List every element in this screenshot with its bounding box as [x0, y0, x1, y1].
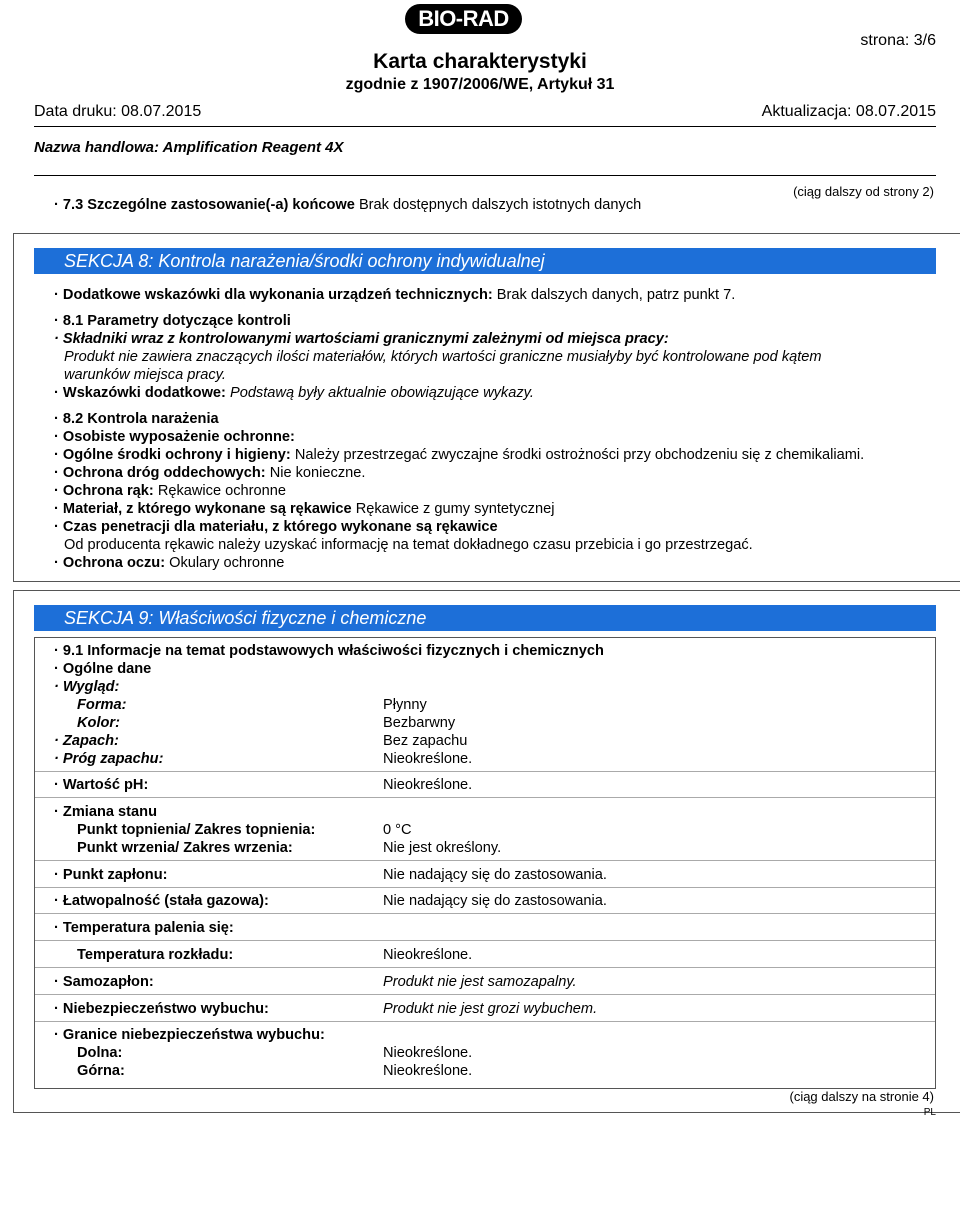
trade-rule — [34, 175, 936, 176]
section-9-title: SEKCJA 9: Właściwości fizyczne i chemiczne — [34, 605, 936, 631]
hand-value: Rękawice ochronne — [157, 483, 286, 499]
autoignition-value: Produkt nie jest samozapalny. — [383, 974, 577, 990]
color-label: Kolor: — [77, 715, 120, 731]
flash-point-value: Nie nadający się do zastosowania. — [383, 867, 607, 883]
technical-hints-label: · Dodatkowe wskazówki dla wykonania urządzeń technicznych: — [54, 287, 493, 303]
eye-value: Okulary ochronne — [169, 555, 285, 571]
melting-point-label: Punkt topnienia/ Zakres topnienia: — [77, 822, 316, 838]
row-separator — [35, 771, 935, 772]
header-rule — [34, 126, 936, 127]
section-7-3-value: Brak dostępnych dalszych istotnych danych — [358, 197, 642, 213]
odor-label: · Zapach: — [54, 733, 119, 749]
row-separator — [35, 1021, 935, 1022]
row-separator — [35, 887, 935, 888]
hygiene-label: · Ogólne środki ochrony i higieny: — [54, 447, 291, 463]
flash-point-label: · Punkt zapłonu: — [54, 867, 168, 883]
explosion-limits-label: · Granice niebezpieczeństwa wybuchu: — [54, 1027, 325, 1043]
glove-material-value: Rękawice z gumy syntetycznej — [355, 501, 555, 517]
form-label: Forma: — [77, 697, 127, 713]
respiratory-value: Nie konieczne. — [269, 465, 366, 481]
exposure-limits-text-1: Produkt nie zawiera znaczących ilości materiałów, których wartości graniczne musiałyby być kontrolowane pod kątem — [64, 349, 822, 365]
general-info: · Ogólne dane — [54, 661, 152, 677]
eye-protection — [54, 555, 284, 572]
state-change-label: · Zmiana stanu — [54, 804, 157, 820]
technical-hints — [54, 287, 735, 304]
flammability-label: · Łatwopalność (stała gazowa): — [54, 893, 269, 909]
glove-material — [54, 501, 554, 518]
glove-material-label: · Materiał, z którego wykonane są rękawice — [54, 501, 352, 517]
additional-hints-value: Podstawą były aktualnie obowiązujące wykazy. — [229, 385, 534, 401]
upper-limit-label: Górna: — [77, 1063, 125, 1079]
document-subtitle: zgodnie z 1907/2006/WE, Artykuł 31 — [345, 76, 615, 93]
row-separator — [35, 994, 935, 995]
row-separator — [35, 940, 935, 941]
boiling-point-label: Punkt wrzenia/ Zakres wrzenia: — [77, 840, 293, 856]
ppe-label: · Osobiste wyposażenie ochronne: — [54, 429, 295, 445]
trade-name: Nazwa handlowa: Amplification Reagent 4X — [34, 139, 344, 156]
appearance-label: · Wygląd: — [54, 679, 120, 695]
form-value: Płynny — [383, 697, 427, 713]
print-date: Data druku: 08.07.2015 — [34, 103, 202, 120]
language-code: PL — [923, 1107, 936, 1118]
page-number: strona: 3/6 — [860, 32, 936, 49]
bio-rad-logo: BIO-RAD — [405, 4, 522, 34]
continued-from: (ciąg dalszy od strony 2) — [793, 184, 934, 199]
autoignition-label: · Samozapłon: — [54, 974, 154, 990]
penetration-time-label: · Czas penetracji dla materiału, z którego wykonane są rękawice — [54, 519, 498, 535]
respiratory-protection — [54, 465, 365, 482]
odor-threshold-label: · Próg zapachu: — [54, 751, 164, 767]
odor-threshold-value: Nieokreślone. — [383, 751, 473, 767]
exposure-limits-label: · Składniki wraz z kontrolowanymi wartościami granicznymi zależnymi od miejsca pracy: — [54, 331, 669, 347]
hygiene-measures — [54, 447, 864, 464]
hand-protection — [54, 483, 286, 500]
update-date: Aktualizacja: 08.07.2015 — [761, 103, 936, 120]
upper-limit-value: Nieokreślone. — [383, 1063, 473, 1079]
row-separator — [35, 967, 935, 968]
row-separator — [35, 797, 935, 798]
explosion-danger-value: Produkt nie jest grozi wybuchem. — [383, 1001, 598, 1017]
hand-label: · Ochrona rąk: — [54, 483, 154, 499]
subsection-9-1: · 9.1 Informacje na temat podstawowych właściwości fizycznych i chemicznych — [54, 643, 604, 659]
decomposition-temp-label: Temperatura rozkładu: — [77, 947, 234, 963]
additional-hints — [54, 385, 534, 402]
melting-point-value: 0 °C — [383, 822, 412, 838]
ph-label: · Wartość pH: — [54, 777, 149, 793]
ph-value: Nieokreślone. — [383, 777, 473, 793]
decomposition-temp-value: Nieokreślone. — [383, 947, 473, 963]
hygiene-value: Należy przestrzegać zwyczajne środki ostrożności przy obchodzeniu się z chemikaliami. — [294, 447, 865, 463]
explosion-danger-label: · Niebezpieczeństwo wybuchu: — [54, 1001, 269, 1017]
technical-hints-value: Brak dalszych danych, patrz punkt 7. — [496, 287, 736, 303]
penetration-time-text: Od producenta rękawic należy uzyskać informację na temat dokładnego czasu przebicia i go przestrzegać. — [64, 537, 753, 553]
boiling-point-value: Nie jest określony. — [383, 840, 502, 856]
exposure-limits-text-2: warunków miejsca pracy. — [64, 367, 226, 383]
color-value: Bezbarwny — [383, 715, 456, 731]
ignition-temp-label: · Temperatura palenia się: — [54, 920, 234, 936]
section-7-3-label: · 7.3 Szczególne zastosowanie(-a) końcowe — [54, 197, 355, 213]
section-7-3 — [54, 197, 641, 214]
section-8-title: SEKCJA 8: Kontrola narażenia/środki ochrony indywidualnej — [34, 248, 936, 274]
additional-hints-label: · Wskazówki dodatkowe: — [54, 385, 226, 401]
respiratory-label: · Ochrona dróg oddechowych: — [54, 465, 266, 481]
odor-value: Bez zapachu — [383, 733, 468, 749]
lower-limit-label: Dolna: — [77, 1045, 123, 1061]
lower-limit-value: Nieokreślone. — [383, 1045, 473, 1061]
subsection-8-1: · 8.1 Parametry dotyczące kontroli — [54, 313, 291, 329]
row-separator — [35, 913, 935, 914]
continued-to: (ciąg dalszy na stronie 4) — [789, 1089, 934, 1104]
row-separator — [35, 860, 935, 861]
flammability-value: Nie nadający się do zastosowania. — [383, 893, 607, 909]
document-title: Karta charakterystyki — [373, 50, 587, 73]
eye-label: · Ochrona oczu: — [54, 555, 166, 571]
subsection-8-2: · 8.2 Kontrola narażenia — [54, 411, 219, 427]
